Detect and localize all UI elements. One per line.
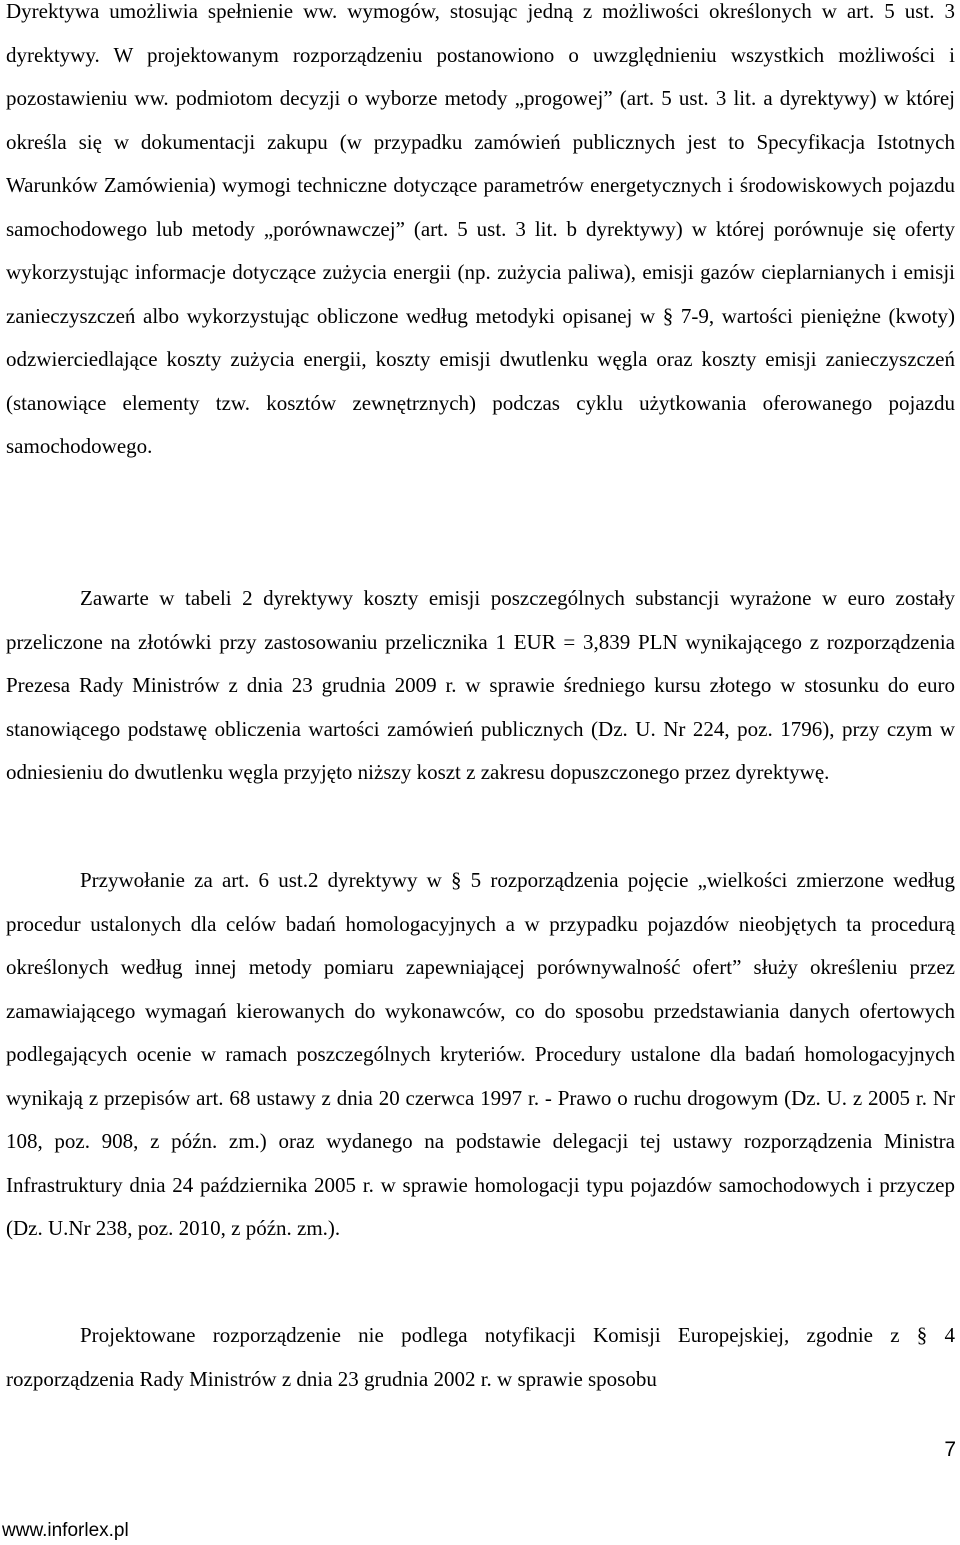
paragraph-notification: Projektowane rozporządzenie nie podlega notyfikacji Komisji Europejskiej, zgodnie z § 4 rozporządzenia Rady Ministrów z dnia 23 grudnia 2002 r. w sprawie sposobu bbox=[6, 1323, 955, 1391]
page-number: 7 bbox=[944, 1438, 956, 1461]
paragraph-emission-costs: Zawarte w tabeli 2 dyrektywy koszty emisji poszczególnych substancji wyrażone w euro zostały przeliczone na złotówki przy zastosowaniu przelicznika 1 EUR = 3,839 PLN wynikającego z rozporządzenia Prezesa Rady Ministrów z dnia 23 grudnia 2009 r. w sprawie średniego kursu złotego w stosunku do euro stanowiącego podstawę obliczenia wartości zamówień publicznych (Dz. U. Nr 224, poz. 1796), przy czym w odniesieniu do dwutlenku węgla przyjęto niższy koszt z zakresu dopuszczonego przez dyrektywę. bbox=[6, 586, 955, 784]
footer-url: www.inforlex.pl bbox=[2, 1520, 129, 1541]
paragraph-directive-methods: Dyrektywa umożliwia spełnienie ww. wymogów, stosując jedną z możliwości określonych w art. 5 ust. 3 dyrektywy. W projektowanym rozporządzeniu postanowiono o uwzględnieniu wszystkich możliwości i pozostawieniu ww. podmiotom decyzji o wyborze metody „progowej” (art. 5 ust. 3 lit. a dyrektywy) w której określa się w dokumentacji zakupu (w przypadku zamówień publicznych jest to Specyfikacja Istotnych Warunków Zamówienia) wymogi techniczne dotyczące parametrów energetycznych i środowiskowych pojazdu samochodowego lub metody „porównawczej” (art. 5 ust. 3 lit. b dyrektywy) w której porównuje się oferty wykorzystując informacje dotyczące zużycia energii (np. zużycia paliwa), emisji gazów cieplarnianych i emisji zanieczyszczeń albo wykorzystując obliczone według metodyki opisanej w § 7-9, wartości pieniężne (kwoty) odzwierciedlające koszty zużycia energii, koszty emisji dwutlenku węgla oraz koszty emisji zanieczyszczeń (stanowiące elementy tzw. kosztów zewnętrznych) podczas cyklu użytkowania oferowanego pojazdu samochodowego. bbox=[6, 0, 955, 458]
paragraph-homologation-procedures: Przywołanie za art. 6 ust.2 dyrektywy w § 5 rozporządzenia pojęcie „wielkości zmierzone według procedur ustalonych dla celów badań homologacyjnych a w przypadku pojazdów nieobjętych ta procedurą określonych według innej metody pomiaru zapewniającej porównywalność ofert” służy określeniu przez zamawiającego wymagań kierowanych do wykonawców, co do sposobu przedstawiania danych ofertowych podlegających ocenie w ramach poszczególnych kryteriów. Procedury ustalone dla badań homologacyjnych wynikają z przepisów art. 68 ustawy z dnia 20 czerwca 1997 r. - Prawo o ruchu drogowym (Dz. U. z 2005 r. Nr 108, poz. 908, z późn. zm.) oraz wydanego na podstawie delegacji tej ustawy rozporządzenia Ministra Infrastruktury dnia 24 października 2005 r. w sprawie homologacji typu pojazdów samochodowych i przyczep (Dz. U.Nr 238, poz. 2010, z późn. zm.). bbox=[6, 868, 955, 1240]
